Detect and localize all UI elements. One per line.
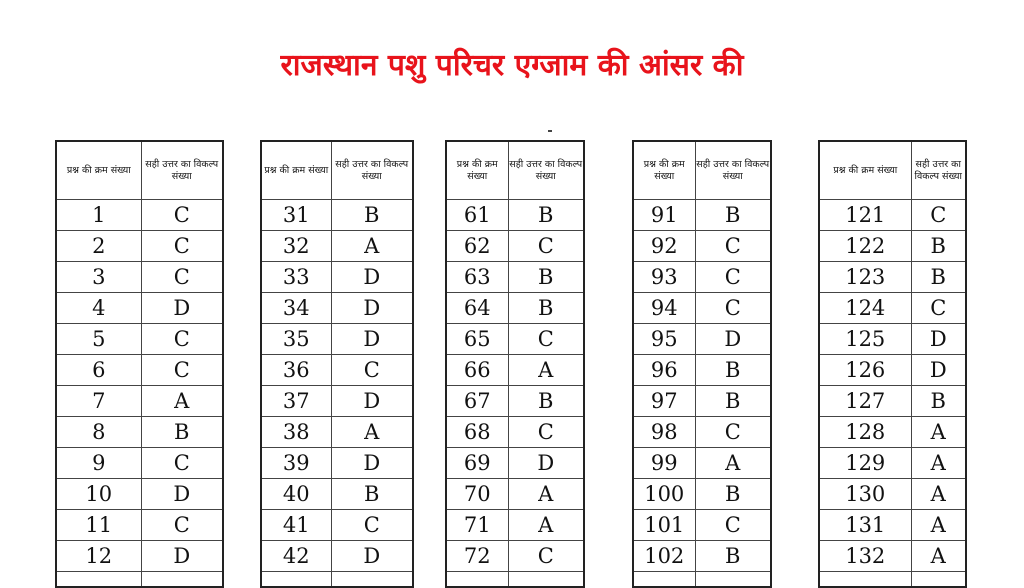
answer-option: C: [695, 510, 771, 541]
question-number: 92: [633, 231, 695, 262]
question-number: 12: [56, 541, 141, 572]
answer-option: B: [695, 479, 771, 510]
cut-off-cell: [633, 572, 695, 588]
table-row: [819, 293, 966, 324]
table-row: [819, 355, 966, 386]
table-row: [261, 231, 413, 262]
answer-option: C: [508, 324, 584, 355]
table-row: [633, 262, 771, 293]
answer-option: C: [141, 262, 223, 293]
answer-option: B: [331, 200, 413, 231]
table-row: [633, 293, 771, 324]
question-number: 98: [633, 417, 695, 448]
cut-off-cell: [141, 572, 223, 588]
table-row: [56, 448, 223, 479]
table-row: [261, 417, 413, 448]
question-number: 7: [56, 386, 141, 417]
answer-option: C: [141, 355, 223, 386]
answer-option: C: [695, 262, 771, 293]
cut-off-cell: [261, 572, 331, 588]
question-number: 39: [261, 448, 331, 479]
table-row: [56, 510, 223, 541]
table-row: [56, 262, 223, 293]
cut-off-row: [446, 572, 584, 588]
cut-off-cell: [819, 572, 911, 588]
question-number: 32: [261, 231, 331, 262]
answer-option: D: [331, 541, 413, 572]
answer-option: D: [331, 386, 413, 417]
table-row: [446, 231, 584, 262]
answer-table-1: [55, 140, 224, 588]
answer-option: A: [911, 510, 966, 541]
question-number: 101: [633, 510, 695, 541]
question-number: 36: [261, 355, 331, 386]
table-row: [819, 417, 966, 448]
question-number: 66: [446, 355, 508, 386]
cut-off-cell: [446, 572, 508, 588]
answer-option: B: [911, 231, 966, 262]
question-number: 9: [56, 448, 141, 479]
answer-option: D: [508, 448, 584, 479]
table-row: [633, 448, 771, 479]
table-row: [446, 510, 584, 541]
header-row: [819, 141, 966, 200]
answer-option: C: [331, 510, 413, 541]
table-row: [446, 293, 584, 324]
question-number: 131: [819, 510, 911, 541]
answer-option: B: [331, 479, 413, 510]
question-number: 121: [819, 200, 911, 231]
question-number: 95: [633, 324, 695, 355]
table-row: [56, 200, 223, 231]
table-row: [261, 262, 413, 293]
question-number-header: प्रश्न की क्रम संख्या: [446, 141, 508, 200]
question-number: 129: [819, 448, 911, 479]
answer-option: B: [695, 541, 771, 572]
question-number: 94: [633, 293, 695, 324]
answer-option: C: [331, 355, 413, 386]
answer-option: D: [331, 262, 413, 293]
question-number: 64: [446, 293, 508, 324]
question-number: 42: [261, 541, 331, 572]
table-row: [819, 541, 966, 572]
table-row: [261, 324, 413, 355]
answer-option: C: [508, 417, 584, 448]
question-number: 65: [446, 324, 508, 355]
table-row: [56, 541, 223, 572]
answer-option: A: [695, 448, 771, 479]
question-number: 5: [56, 324, 141, 355]
question-number: 62: [446, 231, 508, 262]
answer-table-2: [260, 140, 414, 588]
answer-option: B: [695, 200, 771, 231]
table-row: [261, 293, 413, 324]
header-row: [633, 141, 771, 200]
table-row: [819, 324, 966, 355]
table-row: [819, 231, 966, 262]
table-row: [56, 324, 223, 355]
answer-option: C: [508, 231, 584, 262]
question-number: 4: [56, 293, 141, 324]
question-number: 93: [633, 262, 695, 293]
answer-option: C: [695, 417, 771, 448]
question-number: 34: [261, 293, 331, 324]
table-row: [633, 386, 771, 417]
table-row: [261, 510, 413, 541]
answer-table-5: [818, 140, 967, 588]
correct-option-header: सही उत्तर का विकल्प संख्या: [911, 141, 966, 200]
table-row: [446, 386, 584, 417]
table-row: [633, 541, 771, 572]
table-row: [819, 479, 966, 510]
question-number: 97: [633, 386, 695, 417]
answer-option: D: [911, 355, 966, 386]
answer-option: C: [695, 293, 771, 324]
table-row: [819, 262, 966, 293]
cut-off-row: [261, 572, 413, 588]
correct-option-header: सही उत्तर का विकल्प संख्या: [141, 141, 223, 200]
table-row: [56, 293, 223, 324]
question-number: 130: [819, 479, 911, 510]
table-row: [446, 541, 584, 572]
table-row: [261, 448, 413, 479]
question-number: 125: [819, 324, 911, 355]
question-number: 8: [56, 417, 141, 448]
table-row: [446, 324, 584, 355]
table-row: [633, 417, 771, 448]
answer-option: B: [695, 355, 771, 386]
question-number: 96: [633, 355, 695, 386]
table-row: [633, 355, 771, 386]
answer-option: B: [141, 417, 223, 448]
answer-option: C: [141, 324, 223, 355]
question-number: 41: [261, 510, 331, 541]
question-number: 35: [261, 324, 331, 355]
question-number-header: प्रश्न की क्रम संख्या: [261, 141, 331, 200]
question-number: 38: [261, 417, 331, 448]
question-number: 126: [819, 355, 911, 386]
answer-option: C: [911, 293, 966, 324]
header-row: [261, 141, 413, 200]
answer-option: A: [911, 448, 966, 479]
answer-option: D: [141, 541, 223, 572]
answer-option: B: [508, 293, 584, 324]
table-row: [446, 448, 584, 479]
table-row: [446, 417, 584, 448]
answer-option: C: [141, 231, 223, 262]
question-number: 100: [633, 479, 695, 510]
table-row: [56, 386, 223, 417]
question-number: 127: [819, 386, 911, 417]
answer-option: A: [911, 541, 966, 572]
question-number: 31: [261, 200, 331, 231]
question-number: 70: [446, 479, 508, 510]
table-row: [56, 231, 223, 262]
page-title: राजस्थान पशु परिचर एग्जाम की आंसर की: [280, 48, 744, 83]
answer-option: C: [141, 510, 223, 541]
question-number: 102: [633, 541, 695, 572]
question-number: 123: [819, 262, 911, 293]
question-number: 71: [446, 510, 508, 541]
table-row: [633, 510, 771, 541]
table-row: [446, 200, 584, 231]
question-number-header: प्रश्न की क्रम संख्या: [56, 141, 141, 200]
cut-off-cell: [508, 572, 584, 588]
answer-option: A: [508, 510, 584, 541]
question-number-header: प्रश्न की क्रम संख्या: [633, 141, 695, 200]
answer-option: D: [331, 448, 413, 479]
question-number: 122: [819, 231, 911, 262]
table-row: [446, 262, 584, 293]
answer-option: D: [141, 479, 223, 510]
answer-option: C: [911, 200, 966, 231]
question-number: 11: [56, 510, 141, 541]
cut-off-cell: [695, 572, 771, 588]
question-number: 91: [633, 200, 695, 231]
answer-option: A: [508, 479, 584, 510]
table-row: [261, 479, 413, 510]
answer-option: A: [911, 417, 966, 448]
question-number: 124: [819, 293, 911, 324]
question-number: 2: [56, 231, 141, 262]
cut-off-cell: [56, 572, 141, 588]
table-row: [56, 417, 223, 448]
cut-off-row: [56, 572, 223, 588]
cut-off-cell: [911, 572, 966, 588]
table-row: [261, 541, 413, 572]
question-number: 1: [56, 200, 141, 231]
answer-option: D: [141, 293, 223, 324]
question-number: 69: [446, 448, 508, 479]
answer-option: D: [331, 324, 413, 355]
table-row: [261, 386, 413, 417]
table-row: [56, 479, 223, 510]
answer-option: C: [141, 448, 223, 479]
answer-option: C: [695, 231, 771, 262]
question-number: 61: [446, 200, 508, 231]
answer-option: D: [911, 324, 966, 355]
answer-option: B: [508, 200, 584, 231]
table-row: [819, 448, 966, 479]
question-number: 72: [446, 541, 508, 572]
answer-option: A: [331, 417, 413, 448]
answer-option: A: [331, 231, 413, 262]
question-number: 128: [819, 417, 911, 448]
answer-option: C: [508, 541, 584, 572]
answer-option: A: [911, 479, 966, 510]
question-number-header: प्रश्न की क्रम संख्या: [819, 141, 911, 200]
cut-off-row: [819, 572, 966, 588]
answer-table-4: [632, 140, 772, 588]
answer-option: A: [141, 386, 223, 417]
table-row: [633, 200, 771, 231]
answer-option: B: [695, 386, 771, 417]
table-row: [819, 510, 966, 541]
answer-option: B: [508, 262, 584, 293]
answer-option: B: [911, 386, 966, 417]
answer-option: D: [331, 293, 413, 324]
table-row: [261, 355, 413, 386]
answer-option: B: [508, 386, 584, 417]
question-number: 10: [56, 479, 141, 510]
table-row: [819, 200, 966, 231]
table-row: [56, 355, 223, 386]
answer-option: D: [695, 324, 771, 355]
correct-option-header: सही उत्तर का विकल्प संख्या: [331, 141, 413, 200]
table-row: [633, 479, 771, 510]
table-row: [446, 355, 584, 386]
question-number: 3: [56, 262, 141, 293]
table-row: [261, 200, 413, 231]
question-number: 37: [261, 386, 331, 417]
table-row: [633, 231, 771, 262]
answer-option: B: [911, 262, 966, 293]
answer-option: A: [508, 355, 584, 386]
correct-option-header: सही उत्तर का विकल्प संख्या: [695, 141, 771, 200]
question-number: 132: [819, 541, 911, 572]
correct-option-header: सही उत्तर का विकल्प संख्या: [508, 141, 584, 200]
header-row: [446, 141, 584, 200]
cut-off-cell: [331, 572, 413, 588]
answer-table-3: [445, 140, 585, 588]
table-row: [633, 324, 771, 355]
question-number: 68: [446, 417, 508, 448]
cut-off-row: [633, 572, 771, 588]
header-row: [56, 141, 223, 200]
question-number: 40: [261, 479, 331, 510]
table-row: [446, 479, 584, 510]
question-number: 63: [446, 262, 508, 293]
question-number: 6: [56, 355, 141, 386]
question-number: 99: [633, 448, 695, 479]
scan-speck: [548, 130, 552, 132]
answer-option: C: [141, 200, 223, 231]
table-row: [819, 386, 966, 417]
question-number: 67: [446, 386, 508, 417]
question-number: 33: [261, 262, 331, 293]
